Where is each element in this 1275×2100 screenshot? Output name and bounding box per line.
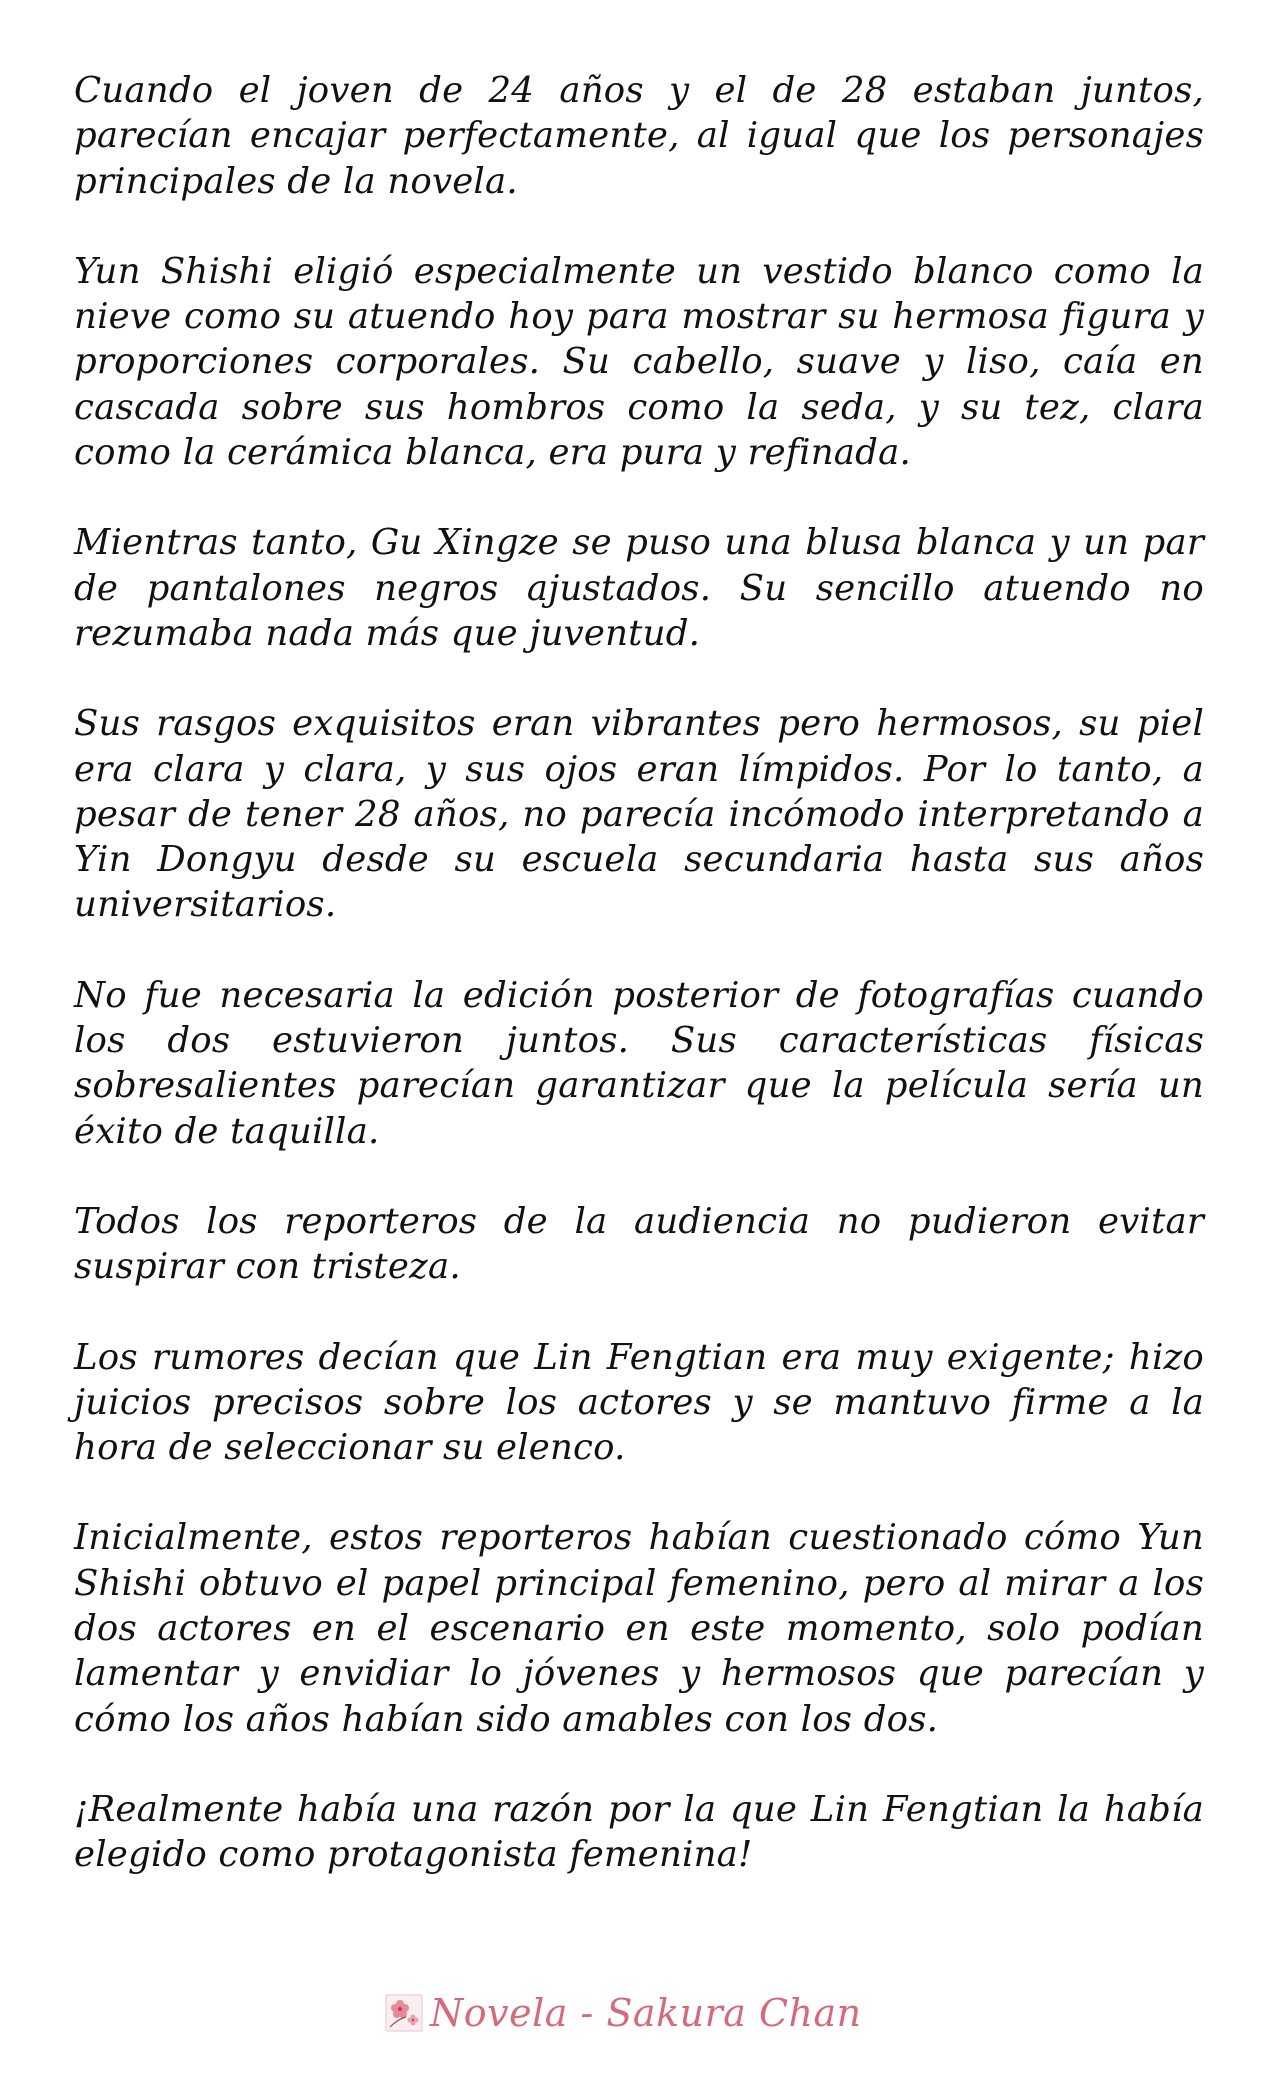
paragraph: Sus rasgos exquisitos eran vibrantes pero hermosos, su piel era clara y clara, y sus ojos eran límpidos. Por lo tanto, a pesar de tener 28 años, no parecía incómodo interpretando a Yin Dongyu desde su escuela secundaria hasta sus años universitarios. xyxy=(74,703,1204,926)
footer-brand-text: Novela - Sakura Chan xyxy=(430,1991,862,2035)
sakura-blossom-icon xyxy=(384,1993,424,2033)
paragraph: Todos los reporteros de la audiencia no pudieron evitar suspirar con tristeza. xyxy=(74,1200,1204,1288)
paragraph: Cuando el joven de 24 años y el de 28 estaban juntos, parecían encajar perfectamente, al igual que los personajes principales de la novela. xyxy=(74,70,1204,202)
document-body xyxy=(74,68,1204,1923)
paragraph: No fue necesaria la edición posterior de fotografías cuando los dos estuvieron juntos. Sus características físicas sobresalientes parecían garantizar que la película sería un éxito de taquilla. xyxy=(74,974,1204,1152)
paragraph: ¡Realmente había una razón por la que Lin Fengtian la había elegido como protagonista femenina! xyxy=(74,1788,1204,1876)
paragraph: Inicialmente, estos reporteros habían cuestionado cómo Yun Shishi obtuvo el papel principal femenino, pero al mirar a los dos actores en el escenario en este momento, solo podían lamentar y envidiar lo jóvenes y hermosos que parecían y cómo los años habían sido amables con los dos. xyxy=(74,1517,1204,1740)
paragraph: Yun Shishi eligió especialmente un vestido blanco como la nieve como su atuendo hoy para mostrar su hermosa figura y proporciones corporales. Su cabello, suave y liso, caía en cascada sobre sus hombros como la seda, y su tez, clara como la cerámica blanca, era pura y refinada. xyxy=(74,250,1204,474)
paragraph: Los rumores decían que Lin Fengtian era muy exigente; hizo juicios precisos sobre los actores y se mantuvo firme a la hora de seleccionar su elenco. xyxy=(74,1336,1204,1469)
paragraph: Mientras tanto, Gu Xingze se puso una blusa blanca y un par de pantalones negros ajustados. Su sencillo atuendo no rezumaba nada más que juventud. xyxy=(74,522,1204,654)
footer-watermark xyxy=(384,1990,862,2036)
